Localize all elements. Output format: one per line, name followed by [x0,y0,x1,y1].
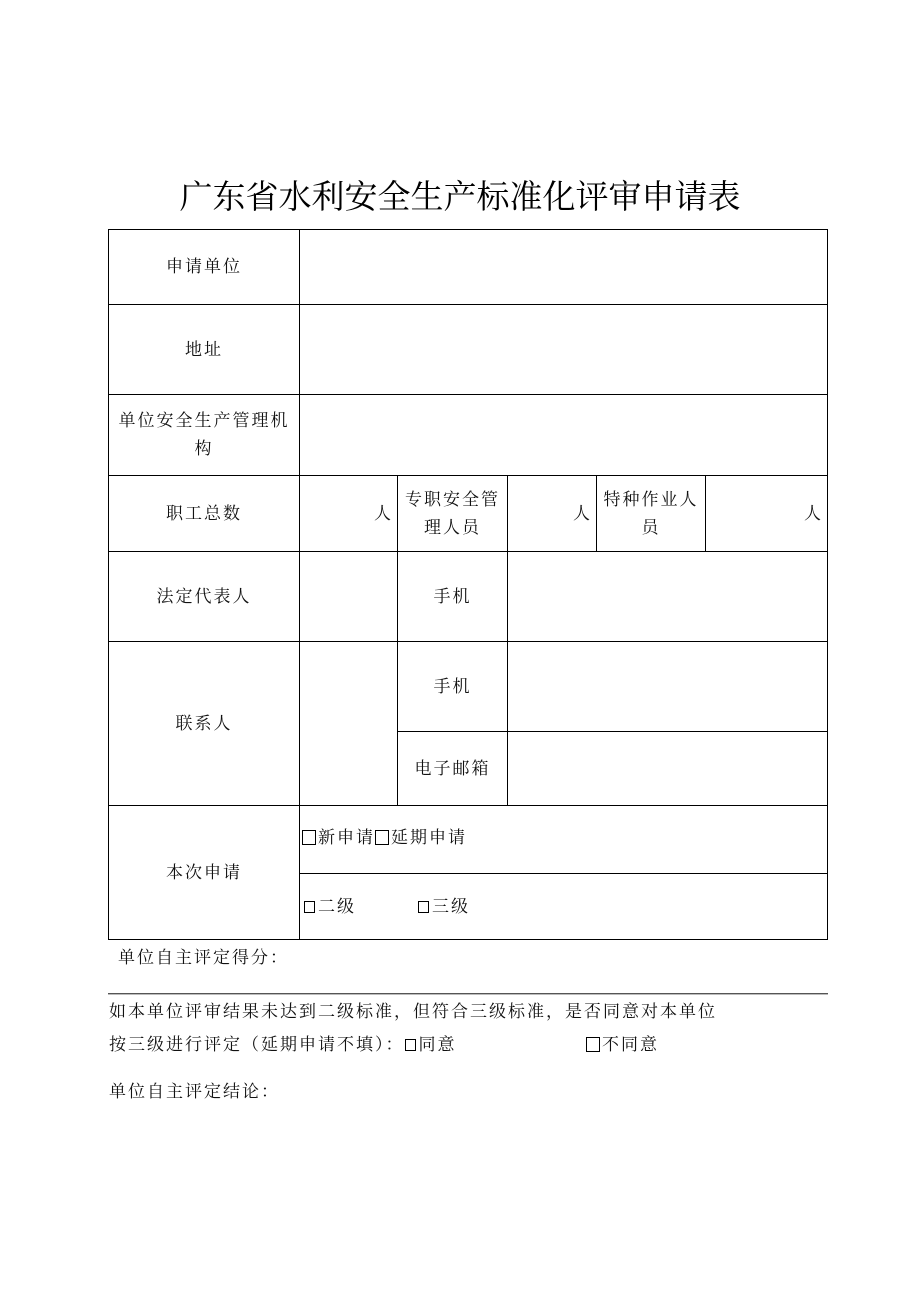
email-field[interactable] [508,732,828,806]
consent-line-1: 如本单位评审结果未达到二级标准，但符合三级标准，是否同意对本单位 [109,1002,717,1022]
legal-rep-label: 法定代表人 [109,552,300,642]
unit-person: 人 [804,503,824,524]
disagree-label: 不同意 [602,1035,659,1055]
staff-total-field[interactable] [300,476,398,552]
application-level-cell [300,874,828,940]
application-form-table [108,229,828,940]
consent-line-2: 按三级进行评定（延期申请不填）： [109,1035,405,1055]
divider [108,993,828,995]
legal-rep-field[interactable] [300,552,398,642]
legal-rep-mobile-label: 手机 [398,552,508,642]
staff-total-label: 职工总数 [109,476,300,552]
page-title: 广东省水利安全生产标准化评审申请表 [179,177,741,216]
level3-label: 三级 [432,896,470,917]
level2-checkbox[interactable] [304,901,315,913]
self-conclusion-label: 单位自主评定结论： [109,1082,280,1102]
applicant-field[interactable] [300,230,828,305]
self-score-label: 单位自主评定得分： [118,948,289,968]
disagree-checkbox[interactable] [586,1037,600,1052]
disagree-option [586,1030,659,1055]
special-workers-field[interactable] [706,476,828,552]
safety-staff-label: 专职安全管理人员 [398,476,508,552]
new-application-label: 新申请 [318,828,375,848]
new-application-checkbox[interactable] [302,830,316,845]
unit-person: 人 [374,503,393,524]
extend-application-label: 延期申请 [391,828,467,848]
level3-checkbox[interactable] [418,901,429,913]
contact-field[interactable] [300,642,398,806]
safety-org-label: 单位安全生产管理机构 [109,395,300,476]
legal-rep-mobile-field[interactable] [508,552,828,642]
contact-label: 联系人 [109,642,300,806]
address-label: 地址 [109,305,300,395]
level2-label: 二级 [318,896,356,917]
application-type-cell [300,806,828,874]
address-field[interactable] [300,305,828,395]
consent-line-2-row [109,1030,457,1055]
safety-org-field[interactable] [300,395,828,476]
this-application-label: 本次申请 [109,806,300,940]
special-workers-label: 特种作业人员 [597,476,706,552]
unit-person: 人 [573,503,592,524]
safety-staff-field[interactable] [508,476,597,552]
applicant-label: 申请单位 [109,230,300,305]
email-label: 电子邮箱 [398,732,508,806]
agree-label: 同意 [418,1035,457,1055]
extend-application-checkbox[interactable] [375,830,389,845]
contact-mobile-field[interactable] [508,642,828,732]
agree-checkbox[interactable] [405,1039,416,1051]
contact-mobile-label: 手机 [398,642,508,732]
